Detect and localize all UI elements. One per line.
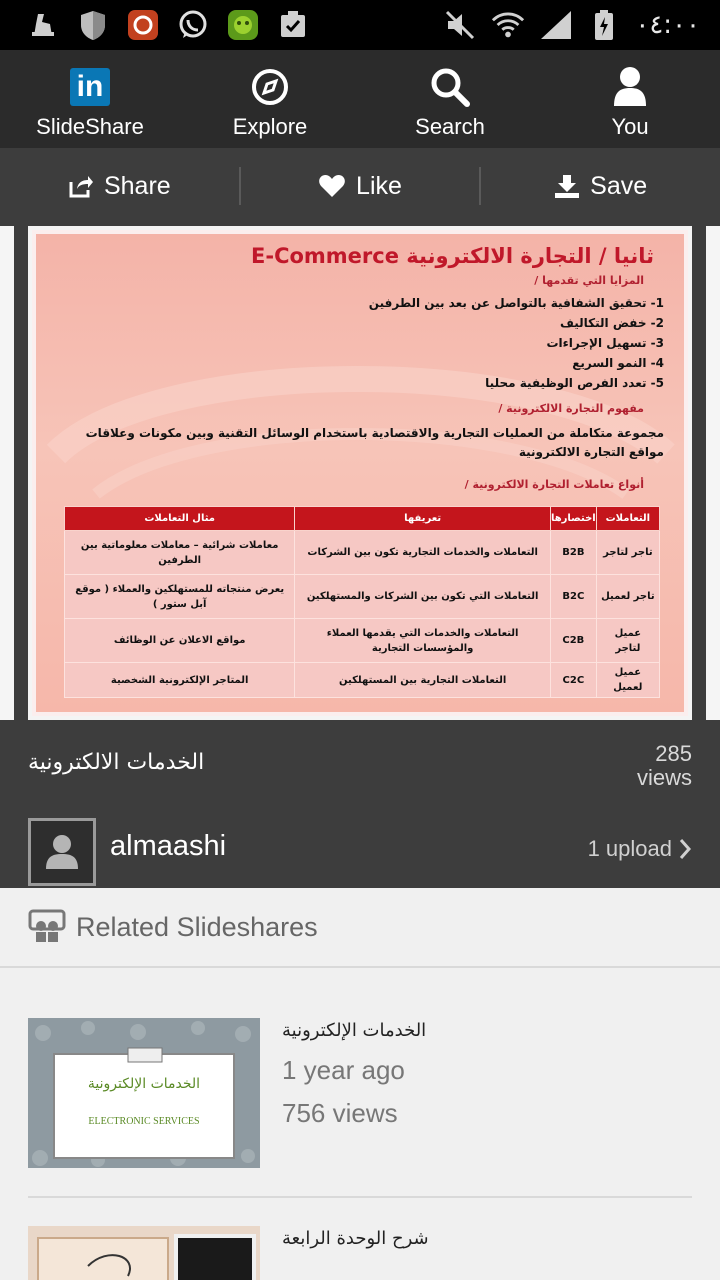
slideshare-icon bbox=[28, 908, 66, 946]
table-cell: يعرض منتجاته للمستهلكين والعملاء ( موقع آبل ستور ) bbox=[65, 575, 295, 619]
search-icon bbox=[429, 66, 471, 108]
table-cell: عميل لعميل bbox=[596, 663, 659, 698]
advantage-item: 3- تسهيل الإجراءات bbox=[546, 336, 664, 350]
related-item[interactable] bbox=[28, 1018, 692, 1168]
advantage-item: 2- خفض التكاليف bbox=[559, 316, 664, 330]
uploads-link[interactable] bbox=[588, 836, 692, 862]
shield-icon bbox=[76, 8, 110, 42]
user-placeholder-icon bbox=[45, 834, 79, 870]
wifi-icon bbox=[491, 8, 525, 42]
like-label: Like bbox=[356, 171, 402, 200]
avatar[interactable] bbox=[28, 818, 96, 886]
thumbnail-pattern bbox=[28, 1226, 260, 1280]
table-row bbox=[65, 663, 660, 698]
related-thumbnail[interactable] bbox=[28, 1226, 260, 1280]
next-slide-peek[interactable] bbox=[706, 226, 720, 720]
table-header: تعريفها bbox=[295, 507, 551, 531]
mute-icon bbox=[443, 8, 477, 42]
view-count-label: views bbox=[636, 765, 692, 790]
clipboard-icon bbox=[276, 8, 310, 42]
related-thumbnail[interactable] bbox=[28, 1018, 260, 1168]
transactions-table bbox=[64, 506, 660, 698]
linkedin-logo bbox=[70, 66, 110, 108]
types-heading: أنواع تعاملات التجارة الالكترونية / bbox=[464, 478, 644, 491]
table-header: التعاملات bbox=[596, 507, 659, 531]
table-row bbox=[65, 575, 660, 619]
table-header: اختصارها bbox=[550, 507, 596, 531]
view-count bbox=[637, 742, 692, 790]
slide-content bbox=[36, 234, 684, 712]
presentation-title: الخدمات الالكترونية bbox=[28, 750, 205, 775]
author-row[interactable] bbox=[28, 818, 692, 886]
table-cell: عميل لتاجر bbox=[596, 619, 659, 663]
nav-label-explore: Explore bbox=[232, 114, 308, 139]
related-item[interactable] bbox=[28, 1226, 692, 1280]
related-heading: Related Slideshares bbox=[76, 911, 318, 942]
table-cell: التعاملات التجارية بين المستهلكين bbox=[295, 663, 551, 698]
heart-icon bbox=[318, 174, 346, 198]
whatsapp-icon bbox=[176, 8, 210, 42]
download-icon bbox=[554, 173, 580, 199]
nav-label-search: Search bbox=[415, 114, 485, 139]
nav-search[interactable] bbox=[360, 50, 540, 148]
related-section bbox=[0, 888, 720, 1280]
compass-icon bbox=[250, 66, 290, 108]
nav-slideshare[interactable] bbox=[0, 50, 180, 148]
save-label: Save bbox=[590, 171, 648, 200]
record-icon bbox=[126, 8, 160, 42]
share-icon bbox=[68, 174, 94, 198]
like-button[interactable] bbox=[241, 148, 480, 224]
table-row bbox=[65, 619, 660, 663]
user-icon bbox=[612, 66, 648, 108]
table-cell: C2B bbox=[550, 619, 596, 663]
view-count-number: 285 bbox=[655, 741, 692, 766]
related-header bbox=[0, 888, 720, 968]
related-item-text bbox=[282, 1228, 692, 1249]
table-header-row bbox=[65, 507, 660, 531]
status-bar bbox=[0, 0, 720, 50]
advantages-heading: المزايا التي تقدمها / bbox=[534, 274, 644, 287]
save-button[interactable] bbox=[481, 148, 720, 224]
thumbnail-title-ar: الخدمات الإلكترونية bbox=[87, 1076, 201, 1092]
chevron-right-icon bbox=[678, 838, 692, 860]
slide-title: ثانيا / التجارة الالكترونية E-Commerce bbox=[251, 244, 654, 268]
nav-you[interactable] bbox=[540, 50, 720, 148]
lion-icon bbox=[226, 8, 260, 42]
table-cell: المتاجر الإلكترونية الشخصية bbox=[65, 663, 295, 698]
advantage-item: 1- تحقيق الشفافية بالتواصل عن بعد بين الطرفين bbox=[368, 296, 664, 310]
related-item-age: 1 year ago bbox=[282, 1055, 405, 1085]
battery-icon bbox=[587, 8, 621, 42]
nav-label-you: You bbox=[611, 114, 649, 139]
table-cell: مواقع الاعلان عن الوظائف bbox=[65, 619, 295, 663]
table-cell: معاملات شرائية – معاملات معلوماتية بين الطرفين bbox=[65, 531, 295, 575]
advantage-item: 5- تعدد الفرص الوظيفية محليا bbox=[485, 376, 664, 390]
concept-text: مجموعة متكاملة من العمليات التجارية والاقتصادية باستخدام الوسائل التقنية وبين مكونات وعلاقات مواقع التجارة الالكترونية bbox=[85, 426, 664, 459]
top-nav bbox=[0, 50, 720, 148]
slide-viewer[interactable] bbox=[0, 224, 720, 722]
slide-image[interactable] bbox=[28, 226, 692, 720]
presentation-info bbox=[0, 722, 720, 888]
signal-icon bbox=[539, 8, 573, 42]
related-item-text bbox=[282, 1020, 692, 1129]
related-item-title: شرح الوحدة الرابعة bbox=[282, 1228, 429, 1249]
table-cell: التعاملات والخدمات التجارية تكون بين الشركات bbox=[295, 531, 551, 575]
related-item-views: 756 views bbox=[282, 1098, 398, 1128]
prev-slide-peek[interactable] bbox=[0, 226, 14, 720]
table-cell: التعاملات والخدمات التي يقدمها العملاء والمؤسسات التجارية bbox=[295, 619, 551, 663]
cleaner-icon bbox=[26, 8, 60, 42]
action-bar bbox=[0, 148, 720, 224]
linkedin-logo-box: in bbox=[70, 68, 110, 106]
table-cell: تاجر لتاجر bbox=[596, 531, 659, 575]
share-label: Share bbox=[103, 171, 171, 200]
author-name[interactable]: almaashi bbox=[110, 830, 227, 862]
thumbnail-pattern bbox=[28, 1018, 260, 1168]
table-cell: تاجر لعميل bbox=[596, 575, 659, 619]
table-header: مثال التعاملات bbox=[65, 507, 295, 531]
share-button[interactable] bbox=[0, 148, 239, 224]
nav-label-slideshare: SlideShare bbox=[36, 114, 144, 139]
advantage-item: 4- النمو السريع bbox=[572, 356, 664, 370]
table-row bbox=[65, 531, 660, 575]
nav-explore[interactable] bbox=[180, 50, 360, 148]
table-cell: B2C bbox=[550, 575, 596, 619]
table-cell: B2B bbox=[550, 531, 596, 575]
related-divider bbox=[28, 1196, 692, 1198]
table-cell: التعاملات التي تكون بين الشركات والمستهلكين bbox=[295, 575, 551, 619]
table-cell: C2C bbox=[550, 663, 596, 698]
thumbnail-title-en: ELECTRONIC SERVICES bbox=[88, 1116, 200, 1127]
uploads-count: 1 upload bbox=[587, 836, 672, 861]
related-item-title: الخدمات الإلكترونية bbox=[282, 1020, 427, 1041]
concept-heading: مفهوم التجارة الالكترونية / bbox=[498, 402, 644, 415]
status-time: ٠٤:٠٠ bbox=[635, 10, 700, 40]
